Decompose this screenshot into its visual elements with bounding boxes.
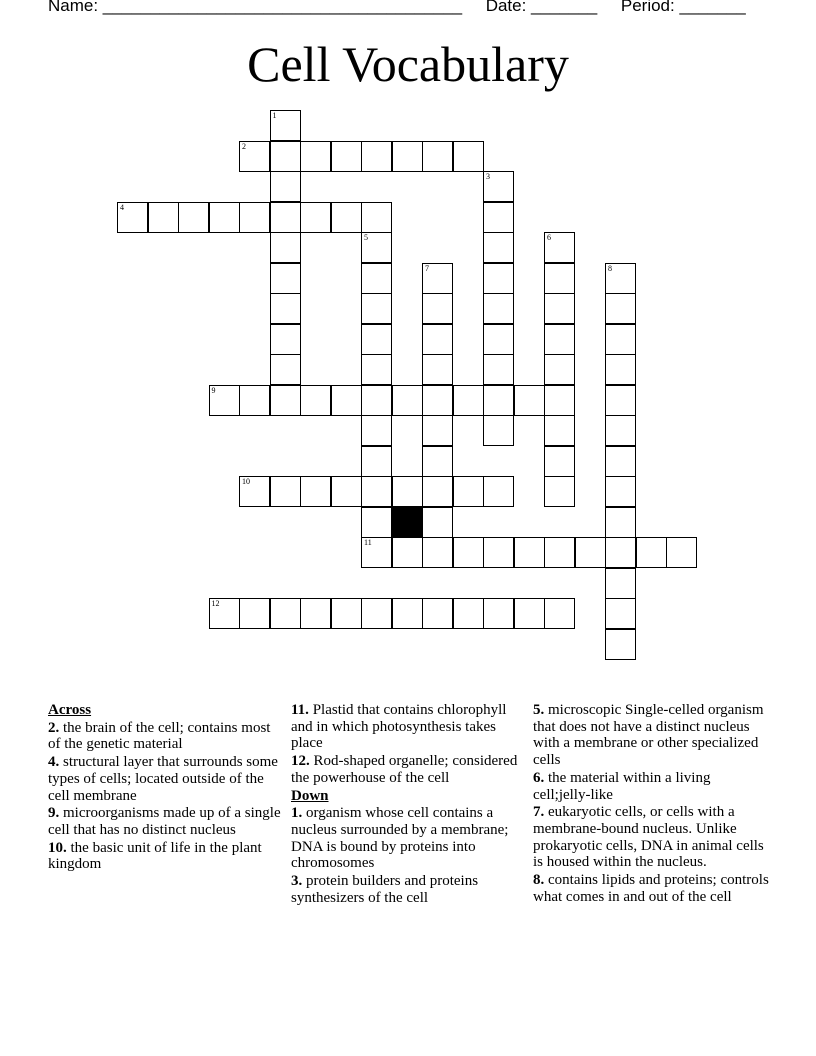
crossword-cell[interactable] xyxy=(575,537,606,568)
clue-item-text: the brain of the cell; contains most of the genetic material xyxy=(48,719,271,753)
page-title: Cell Vocabulary xyxy=(247,36,569,92)
clue-number: 9 xyxy=(211,385,216,395)
crossword-cell[interactable] xyxy=(422,415,453,446)
clue-item-number: 7. xyxy=(533,804,545,821)
clue-number: 5 xyxy=(364,233,368,242)
date-field[interactable]: Date: _______ xyxy=(485,0,598,15)
crossword-cell[interactable] xyxy=(361,232,392,263)
crossword-cell[interactable] xyxy=(178,202,209,233)
clue-item-number: 3. xyxy=(291,873,303,890)
clue-item-number: 12. xyxy=(291,753,310,770)
crossword-cell[interactable] xyxy=(331,141,362,172)
clue-item xyxy=(291,753,523,786)
crossword-cell[interactable] xyxy=(361,598,392,629)
crossword-cell[interactable] xyxy=(361,202,392,233)
crossword-cell[interactable] xyxy=(361,537,392,568)
clue-number: 11 xyxy=(364,538,372,547)
crossword-cell[interactable] xyxy=(483,263,514,294)
crossword-cell[interactable] xyxy=(544,324,575,355)
clue-section-heading: Across xyxy=(48,702,92,718)
clue-item-number: 9. xyxy=(48,805,60,822)
crossword-cell[interactable] xyxy=(392,598,423,629)
crossword-cell[interactable] xyxy=(605,263,636,294)
crossword-cell[interactable] xyxy=(270,293,301,324)
crossword-cell[interactable] xyxy=(117,202,148,233)
clue-item-number: 4. xyxy=(48,754,60,771)
crossword-cell[interactable] xyxy=(514,537,545,568)
clue-item xyxy=(48,754,282,804)
crossword-cell[interactable] xyxy=(361,324,392,355)
crossword-cell[interactable] xyxy=(544,537,575,568)
crossword-cell[interactable] xyxy=(483,415,514,446)
clue-section-heading: Down xyxy=(291,787,329,804)
crossword-cell[interactable] xyxy=(605,293,636,324)
crossword-cell[interactable] xyxy=(605,537,636,568)
clue-number: 3 xyxy=(486,172,490,181)
clue-column-3 xyxy=(533,702,769,906)
clue-item-text: protein builders and proteins synthesizers of the cell xyxy=(291,873,479,906)
crossword-cell[interactable] xyxy=(605,446,636,477)
crossword-cell[interactable] xyxy=(453,385,484,416)
name-field[interactable]: Name: ______________________________________ xyxy=(48,0,463,15)
clue-item-text: Rod-shaped organelle; considered the powerhouse of the cell xyxy=(291,753,518,786)
clue-item-number: 5. xyxy=(533,702,545,718)
crossword-cell[interactable] xyxy=(300,385,331,416)
clue-item xyxy=(533,702,769,769)
crossword-cell[interactable] xyxy=(483,354,514,385)
clue-number: 10 xyxy=(242,477,250,486)
crossword-cell[interactable] xyxy=(331,385,362,416)
clue-number: 8 xyxy=(608,263,612,273)
crossword-cell[interactable] xyxy=(361,507,392,538)
crossword-cell[interactable] xyxy=(300,476,331,507)
crossword-cell[interactable] xyxy=(300,598,331,629)
crossword-cell[interactable] xyxy=(422,385,453,416)
clue-item-text: Plastid that contains chlorophyll and in which photosynthesis takes place xyxy=(291,702,507,752)
crossword-cell[interactable] xyxy=(361,476,392,507)
crossword-cell[interactable] xyxy=(544,476,575,507)
crossword-cell[interactable] xyxy=(361,293,392,324)
crossword-cell[interactable] xyxy=(361,385,392,416)
crossword-cell[interactable] xyxy=(453,141,484,172)
crossword-cell[interactable] xyxy=(422,537,453,568)
crossword-cell[interactable] xyxy=(483,476,514,507)
clue-item-number: 8. xyxy=(533,872,545,889)
clue-item-number: 6. xyxy=(533,769,545,786)
crossword-cell[interactable] xyxy=(361,354,392,385)
crossword-cell[interactable] xyxy=(270,110,301,141)
crossword-cell[interactable] xyxy=(483,537,514,568)
crossword-cell[interactable] xyxy=(544,385,575,416)
clue-item-number: 11. xyxy=(291,702,309,718)
crossword-cell[interactable] xyxy=(239,141,270,172)
crossword-cell[interactable] xyxy=(605,324,636,355)
crossword-cell[interactable] xyxy=(544,598,575,629)
clue-number: 12 xyxy=(211,599,220,608)
clue-item-number: 2. xyxy=(48,719,60,736)
crossword-cell[interactable] xyxy=(392,385,423,416)
crossword-cell[interactable] xyxy=(392,537,423,568)
crossword-cell[interactable] xyxy=(270,598,301,629)
crossword-cell[interactable] xyxy=(514,598,545,629)
crossword-cell[interactable] xyxy=(239,202,270,233)
crossword-cell[interactable] xyxy=(422,354,453,385)
crossword-cell[interactable] xyxy=(605,415,636,446)
crossword-cell[interactable] xyxy=(605,354,636,385)
crossword-cell[interactable] xyxy=(392,141,423,172)
clue-item xyxy=(533,872,769,905)
clue-item xyxy=(291,873,523,906)
crossword-black-cell xyxy=(392,507,423,538)
crossword-cell[interactable] xyxy=(392,476,423,507)
clue-item xyxy=(48,840,282,873)
clue-item xyxy=(533,770,769,803)
clue-item-text: structural layer that surrounds some types of cells; located outside of the cell membrane xyxy=(48,754,278,804)
clue-item-text: microorganisms made up of a single cell that has no distinct nucleus xyxy=(48,805,281,838)
crossword-cell[interactable] xyxy=(544,232,575,263)
crossword-cell[interactable] xyxy=(239,476,270,507)
clue-number: 4 xyxy=(120,202,124,212)
clue-item-number: 1. xyxy=(291,805,303,822)
crossword-cell[interactable] xyxy=(483,202,514,233)
crossword-cell[interactable] xyxy=(270,385,301,416)
crossword-cell[interactable] xyxy=(209,202,240,233)
crossword-cell[interactable] xyxy=(361,141,392,172)
crossword-cell[interactable] xyxy=(148,202,179,233)
crossword-cell[interactable] xyxy=(270,324,301,355)
crossword-cell[interactable] xyxy=(422,598,453,629)
crossword-cell[interactable] xyxy=(483,293,514,324)
crossword-cell[interactable] xyxy=(300,141,331,172)
crossword-cell[interactable] xyxy=(483,385,514,416)
crossword-cell[interactable] xyxy=(331,202,362,233)
crossword-cell[interactable] xyxy=(361,446,392,477)
crossword-cell[interactable] xyxy=(422,293,453,324)
crossword-cell[interactable] xyxy=(636,537,667,568)
clue-item xyxy=(533,804,769,871)
period-field[interactable]: Period: _______ xyxy=(620,0,746,15)
crossword-cell[interactable] xyxy=(239,385,270,416)
crossword-cell[interactable] xyxy=(605,385,636,416)
crossword-cell[interactable] xyxy=(544,446,575,477)
clue-item-text: eukaryotic cells, or cells with a membrane-bound nucleus. Unlike prokaryotic cells, DNA in animal cells is housed within the nucleus. xyxy=(533,804,764,871)
crossword-cell[interactable] xyxy=(605,629,636,660)
crossword-cell[interactable] xyxy=(544,293,575,324)
crossword-cell[interactable] xyxy=(270,171,301,202)
crossword-cell[interactable] xyxy=(483,171,514,202)
crossword-cell[interactable] xyxy=(270,141,301,172)
crossword-cell[interactable] xyxy=(605,476,636,507)
crossword-cell[interactable] xyxy=(331,598,362,629)
crossword-cell[interactable] xyxy=(361,415,392,446)
clue-number: 6 xyxy=(547,233,551,242)
crossword-cell[interactable] xyxy=(361,263,392,294)
crossword-cell[interactable] xyxy=(331,476,362,507)
crossword-cell[interactable] xyxy=(270,476,301,507)
clue-item-text: the basic unit of life in the plant kingdom xyxy=(48,839,262,873)
crossword-cell[interactable] xyxy=(239,598,270,629)
crossword-cell[interactable] xyxy=(544,415,575,446)
clue-item xyxy=(48,805,282,838)
crossword-cell[interactable] xyxy=(270,263,301,294)
crossword-cell[interactable] xyxy=(544,354,575,385)
crossword-cell[interactable] xyxy=(605,568,636,599)
clue-item-number: 10. xyxy=(48,839,67,856)
clue-item-text: the material within a living cell;jelly-like xyxy=(533,769,711,803)
crossword-cell[interactable] xyxy=(605,507,636,538)
crossword-cell[interactable] xyxy=(453,476,484,507)
crossword-cell[interactable] xyxy=(422,141,453,172)
crossword-cell[interactable] xyxy=(605,598,636,629)
crossword-cell[interactable] xyxy=(666,537,697,568)
crossword-cell[interactable] xyxy=(453,598,484,629)
crossword-cell[interactable] xyxy=(514,385,545,416)
crossword-cell[interactable] xyxy=(270,202,301,233)
crossword-cell[interactable] xyxy=(270,354,301,385)
crossword-cell[interactable] xyxy=(483,232,514,263)
crossword-cell[interactable] xyxy=(422,446,453,477)
crossword-cell[interactable] xyxy=(209,385,240,416)
crossword-cell[interactable] xyxy=(453,537,484,568)
crossword-cell[interactable] xyxy=(422,324,453,355)
clue-number: 2 xyxy=(242,141,246,151)
crossword-cell[interactable] xyxy=(483,324,514,355)
crossword-cell[interactable] xyxy=(483,598,514,629)
clue-item-text: contains lipids and proteins; controls what comes in and out of the cell xyxy=(533,872,769,905)
clue-item-text: organism whose cell contains a nucleus surrounded by a membrane; DNA is bound by proteins into chromosomes xyxy=(291,805,509,872)
crossword-cell[interactable] xyxy=(270,232,301,263)
crossword-cell[interactable] xyxy=(544,263,575,294)
crossword-cell[interactable] xyxy=(422,263,453,294)
crossword-cell[interactable] xyxy=(422,476,453,507)
crossword-cell[interactable] xyxy=(300,202,331,233)
crossword-cell[interactable] xyxy=(422,507,453,538)
clue-item xyxy=(291,702,523,752)
clue-column-2 xyxy=(291,702,523,907)
clue-item-text: microscopic Single-celled organism that does not have a distinct nucleus with a membrane or other specialized cells xyxy=(533,702,764,769)
clue-number: 7 xyxy=(425,263,429,273)
clue-item xyxy=(48,720,282,753)
clue-column-1 xyxy=(48,702,282,874)
clue-number: 1 xyxy=(272,111,277,120)
crossword-cell[interactable] xyxy=(209,598,240,629)
clue-item xyxy=(291,805,523,872)
